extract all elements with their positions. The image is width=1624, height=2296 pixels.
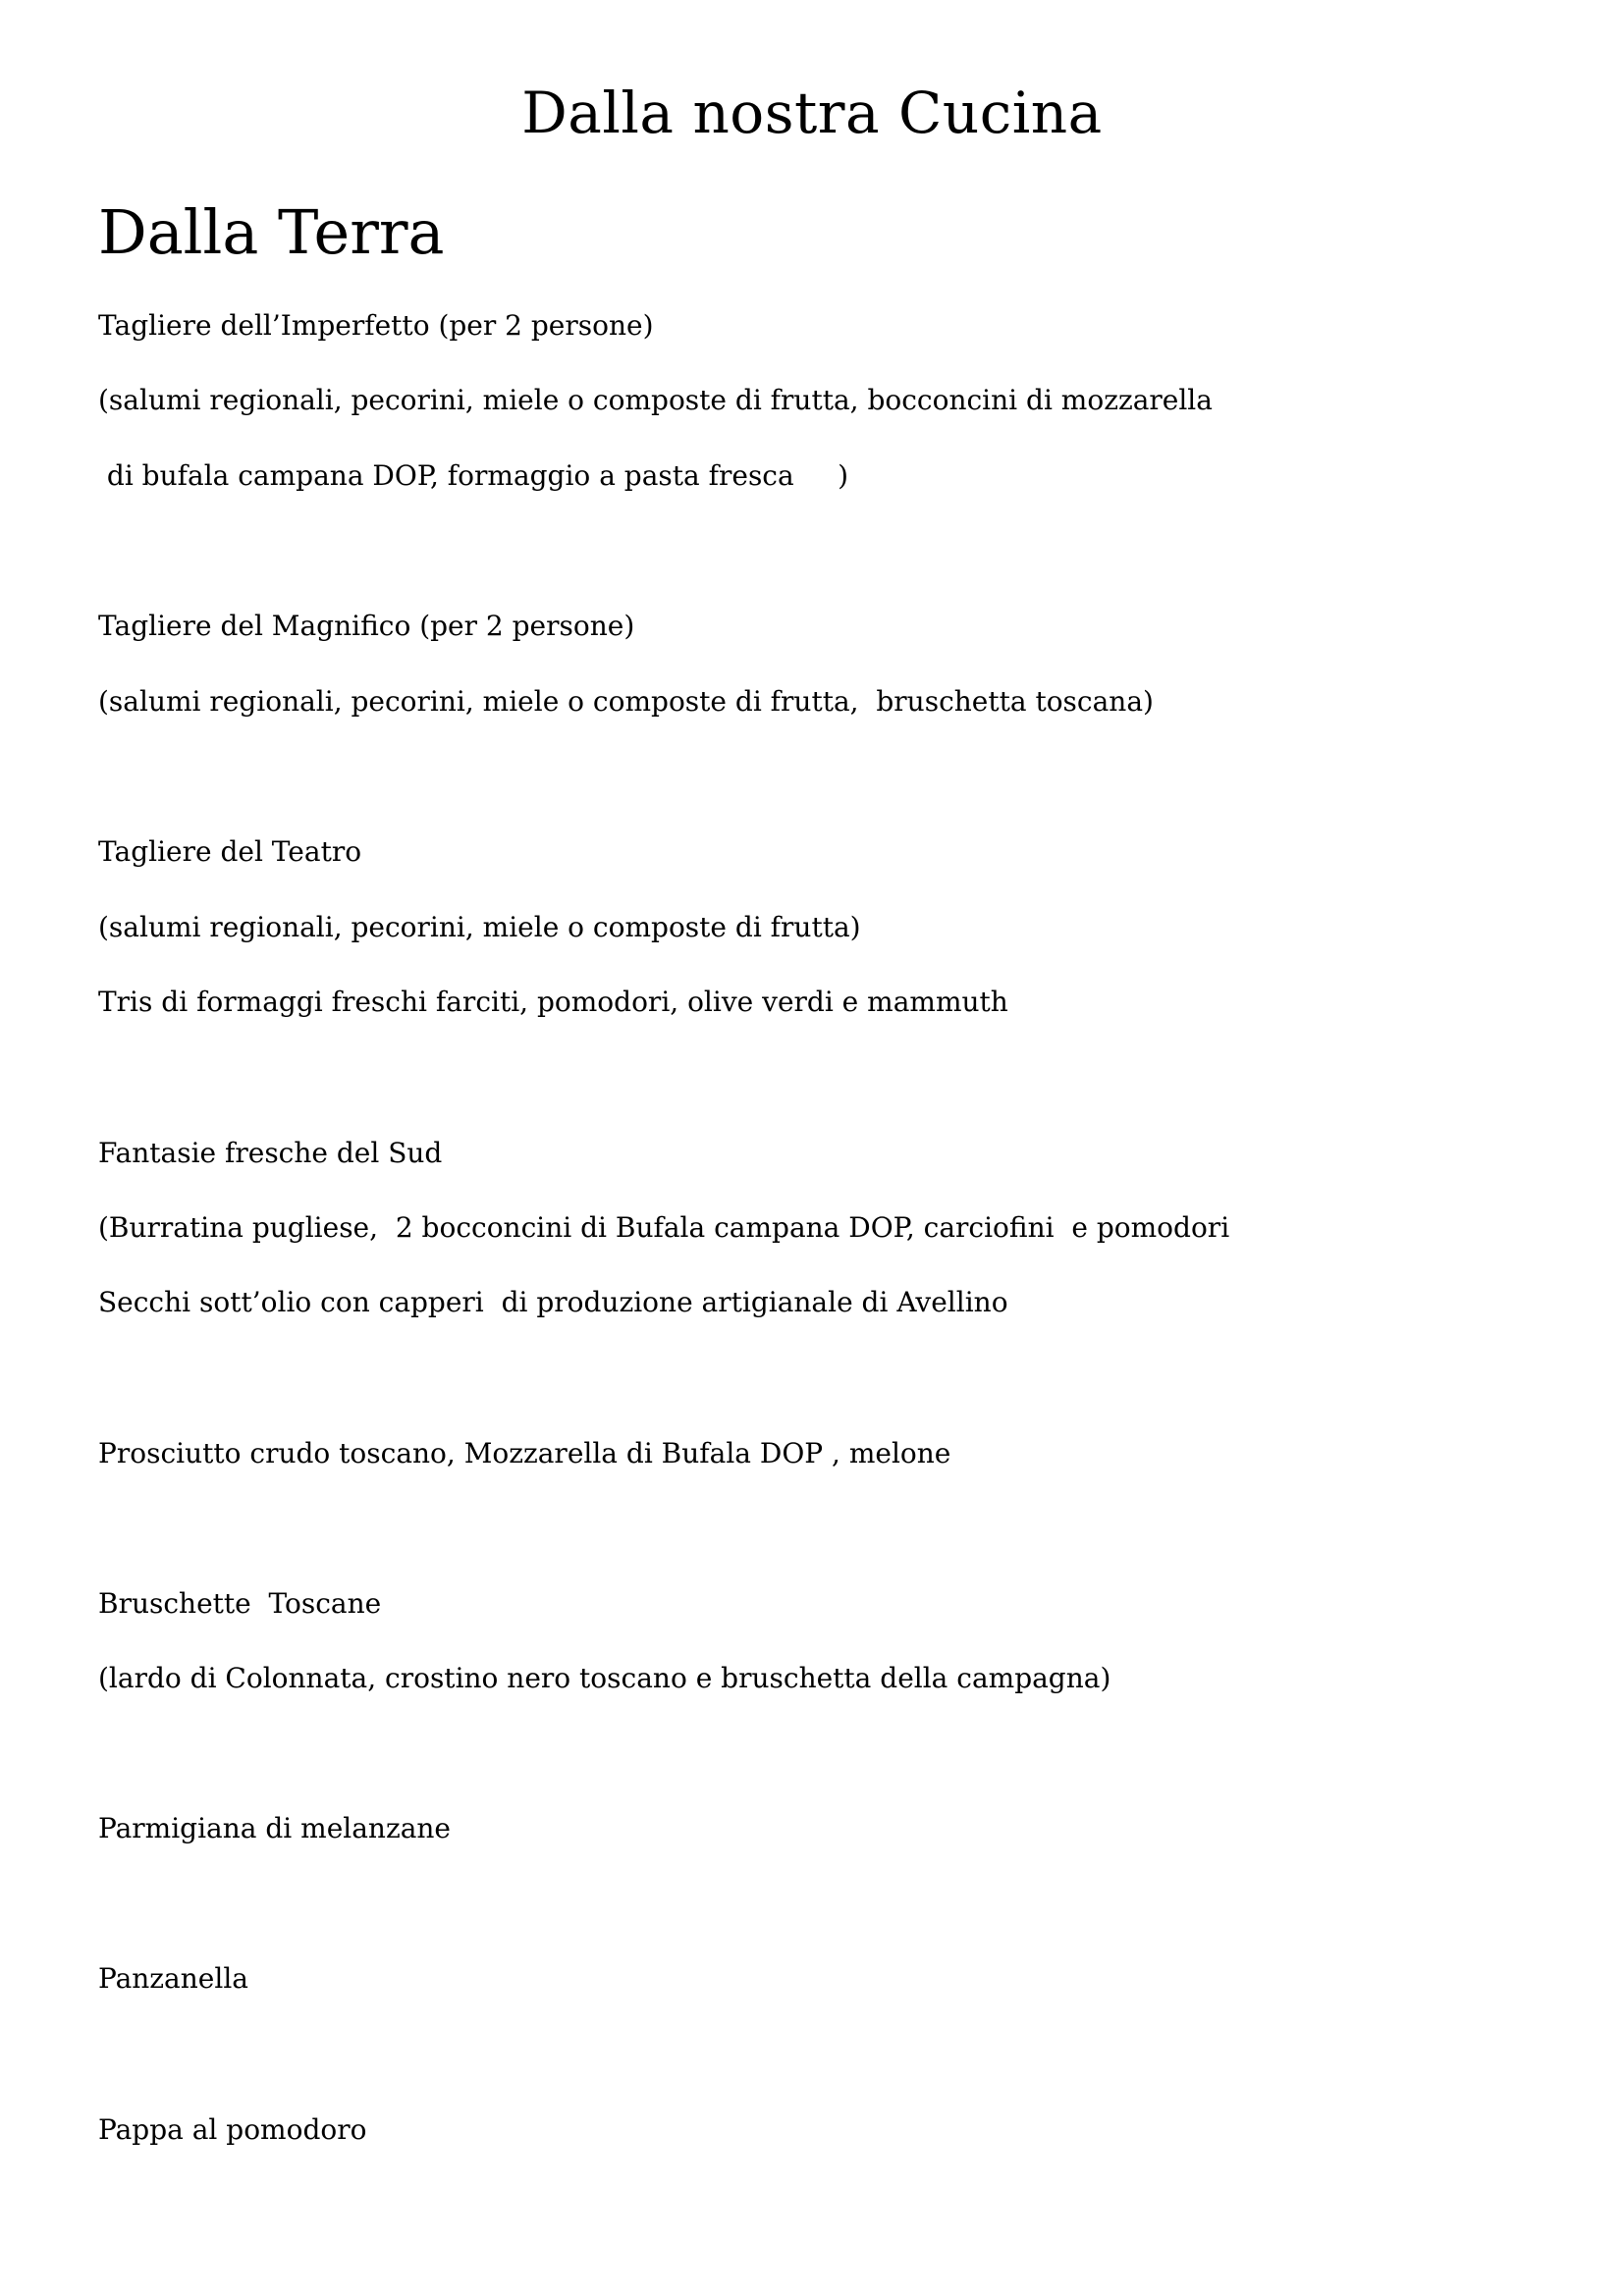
menu-item-name: Bruschette Toscane <box>98 1587 382 1620</box>
menu-item-name: Tagliere dell’Imperfetto (per 2 persone) <box>98 309 654 342</box>
menu-item-description: di bufala campana DOP, formaggio a pasta fresca ) <box>98 459 849 492</box>
menu-item-name: Panzanella <box>98 1962 248 1995</box>
menu-item-name: Prosciutto crudo toscano, Mozzarella di Bufala DOP , melone <box>98 1437 951 1469</box>
menu-item-name: Fantasie fresche del Sud <box>98 1137 443 1169</box>
menu-item-description: (salumi regionali, pecorini, miele o composte di frutta, bocconcini di mozzarella <box>98 384 1213 416</box>
menu-item-name: Tagliere del Teatro <box>98 835 362 868</box>
section-title: Dalla Terra <box>98 196 445 268</box>
page-title: Dalla nostra Cucina <box>521 80 1103 146</box>
menu-item-description: Secchi sott’olio con capperi di produzione artigianale di Avellino <box>98 1286 1008 1318</box>
menu-item-name: Parmigiana di melanzane <box>98 1812 451 1844</box>
menu-item-description: Tris di formaggi freschi farciti, pomodori, olive verdi e mammuth <box>98 986 1008 1018</box>
menu-item-description: (salumi regionali, pecorini, miele o composte di frutta, bruschetta toscana) <box>98 685 1154 718</box>
menu-item-name: Pappa al pomodoro <box>98 2113 367 2146</box>
menu-item-description: (Burratina pugliese, 2 bocconcini di Bufala campana DOP, carciofini e pomodori <box>98 1211 1230 1244</box>
menu-item-description: (salumi regionali, pecorini, miele o composte di frutta) <box>98 911 861 943</box>
menu-item-name: Tagliere del Magnifico (per 2 persone) <box>98 610 635 642</box>
menu-item-description: (lardo di Colonnata, crostino nero toscano e bruschetta della campagna) <box>98 1662 1111 1694</box>
